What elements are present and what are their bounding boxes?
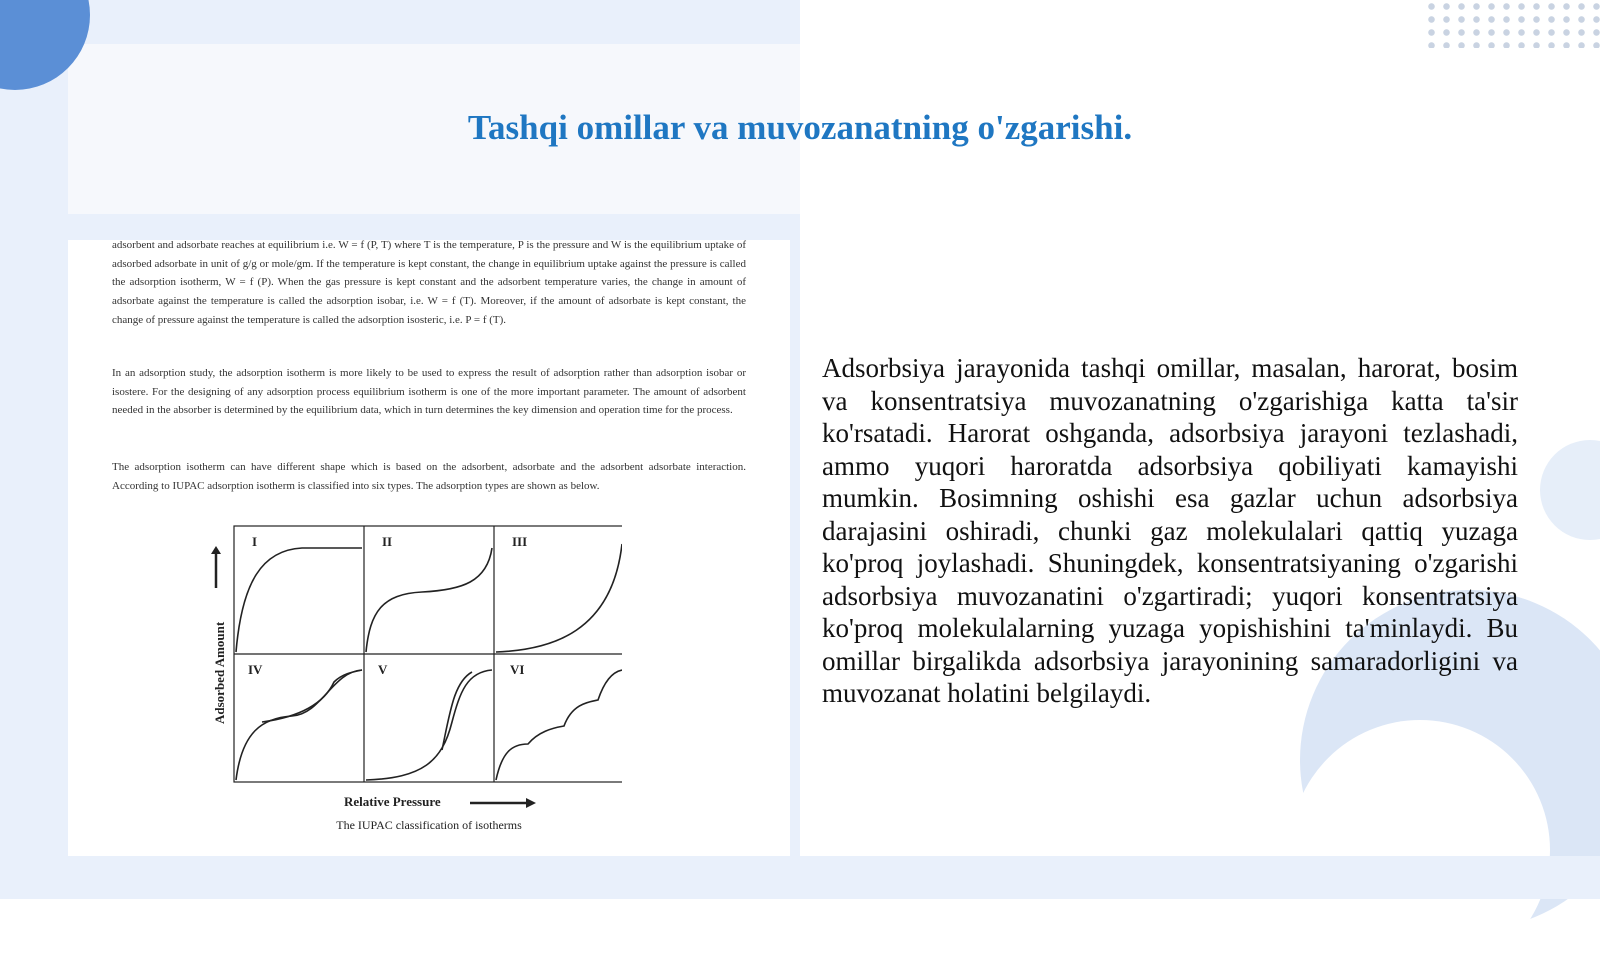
decorative-arc: [1540, 440, 1600, 540]
y-axis-arrowhead: [211, 546, 221, 554]
decorative-circle-bottom-right-inner: [1290, 720, 1550, 980]
isotherm-curve-V: [366, 670, 492, 780]
isotherm-curve-VI: [496, 670, 622, 780]
y-axis-label: Adsorbed Amount: [212, 621, 227, 724]
isotherm-curve-IV: [236, 670, 362, 780]
decorative-dot-grid: [1424, 0, 1600, 48]
slide-title: Tashqi omillar va muvozanatning o'zgarishi.: [467, 108, 1133, 147]
panel-label-III: III: [512, 534, 528, 549]
x-axis-arrow: [468, 798, 538, 808]
isotherm-figure: [202, 522, 622, 802]
isotherm-curve-I: [236, 548, 362, 652]
panel-label-V: V: [378, 662, 388, 677]
figure-caption: The IUPAC classification of isotherms: [336, 818, 522, 832]
bottom-strip: [0, 856, 1600, 899]
isotherm-curve-III: [496, 544, 622, 652]
isotherm-curve-II: [366, 548, 492, 652]
panel-label-II: II: [382, 534, 393, 549]
x-axis-label: Relative Pressure: [344, 794, 538, 810]
panel-label-I: I: [252, 534, 258, 549]
isotherm-curve-IV-hysteresis: [262, 670, 362, 722]
document-image: [68, 240, 790, 856]
document-paragraph-1: adsorbent and adsorbate reaches at equilibrium i.e. W = f (P, T) where T is the temperature, P is the pressure and W is the equilibrium uptake of adsorbed adsorbate in unit of g/g or mole/gm. If the temperature is kept constant, the change in equilibrium uptake against the pressure is called the adsorption isotherm, W = f (P). When the gas pressure is kept constant and the adsorbent temperature varies, the change in amount of adsorbate against the temperature is called the adsorption isobar, i.e. W = f (T). Moreover, if the amount of adsorbate is kept constant, the change of pressure against the temperature is called the adsorption isosteric, i.e. P = f (T).: [112, 240, 746, 326]
document-paragraph-2: In an adsorption study, the adsorption isotherm is more likely to be used to express the result of adsorption rather than adsorption isobar or isostere. For the designing of any adsorption process equilibrium isotherm is one of the more important parameter. The amount of adsorbent needed in the absorber is determined by the equilibrium data, which in turn determines the key dimension and operation time for the process.: [112, 367, 746, 417]
document-paragraph-3: The adsorption isotherm can have different shape which is based on the adsorbent, adsorbate and the adsorbent adsorbate interaction. According to IUPAC adsorption isotherm is classified into six types. The adsorption types are shown as below.: [112, 461, 746, 492]
slide-body-text: Adsorbsiya jarayonida tashqi omillar, masalan, harorat, bosim va konsentratsiya muvozanatning o'zgarishiga katta ta'sir ko'rsatadi. Harorat oshganda, adsorbsiya jarayoni tezlashadi, ammo yuqori haroratda adsorbsiya qobiliyati kamayishi mumkin. Bosimning oshishi esa gazlar uchun adsorbsiya darajasini oshiradi, chunki gaz molekulalari qattiq yuzaga ko'proq joylashadi. Shuningdek, konsentratsiyaning o'zgarishi adsorbsiya muvozanatini o'zgartiradi; yuqori konsentratsiya ko'proq molekulalarning yuzaga yopishishini ta'minlaydi. Bu omillar birgalikda adsorbsiya jarayonining samaradorligini va muvozanat holatini belgilaydi.: [822, 353, 1518, 708]
panel-label-VI: VI: [510, 662, 525, 677]
panel-label-IV: IV: [248, 662, 263, 677]
